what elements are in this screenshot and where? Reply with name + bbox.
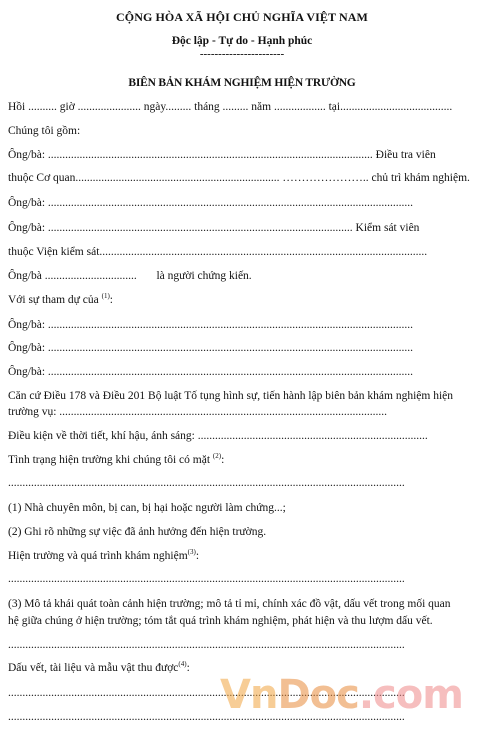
footnote-1: (1) Nhà chuyên môn, bị can, bị hại hoặc người làm chứng...; [8, 502, 286, 514]
evidence-label: Dấu vết, tài liệu và mẫu vật thu được [8, 662, 179, 674]
footnote-3-line-2: hệ giữa chúng ở hiện trường; tóm tắt quá trình khám nghiệm, phát hiện và thu lượm dấu vết. [8, 615, 433, 627]
investigator-line: Ông/bà: ................................................................................................................. Điều tra viên [8, 149, 436, 161]
attendee-line-1: Ông/bà: ............................................................................................................................... [8, 319, 414, 331]
footnote-ref-1: (1) [101, 293, 110, 301]
dotted-line-2: .......................................................................................................................................... [8, 573, 405, 585]
evidence-colon: : [186, 662, 190, 674]
vndoc-watermark-logo [220, 672, 463, 718]
witness-name-field: Ông/bà ................................ [8, 270, 137, 282]
watermark-letter-n: n [249, 672, 278, 718]
separator-line: ----------------------- [199, 48, 285, 60]
dotted-line-1: .......................................................................................................................................... [8, 477, 405, 489]
scene-state-colon: : [221, 454, 225, 466]
attendance-label: Với sự tham dự của [8, 294, 99, 306]
member-line-1: Ông/bà: ............................................................................................................................... [8, 197, 414, 209]
dotted-line-3: .......................................................................................................................................... [8, 639, 405, 651]
witness-line [8, 269, 476, 283]
time-place-line: Hồi .......... giờ ...................... ngày......... tháng ......... năm .................. tại....................................... [8, 101, 453, 113]
watermark-letter-v: V [220, 672, 250, 718]
scene-process-line [8, 549, 476, 563]
case-line: trường vụ: .................................................................................................................. [8, 406, 388, 418]
prosecutor-line: Ông/bà: .......................................................................................................... Kiểm sát viên [8, 222, 420, 234]
legal-basis-line: Căn cứ Điều 178 và Điều 201 Bộ luật Tố tụng hình sự, tiến hành lập biên bản khám nghiệm hiện [8, 390, 454, 402]
footnote-ref-4: (4) [178, 661, 187, 669]
scene-state-line [8, 453, 476, 467]
footnote-ref-3: (3) [187, 549, 196, 557]
attendee-line-2: Ông/bà: ............................................................................................................................... [8, 342, 414, 354]
attendee-line-3: Ông/bà: ............................................................................................................................... [8, 366, 414, 378]
footnote-ref-2: (2) [212, 453, 222, 461]
document-title: BIÊN BẢN KHÁM NGHIỆM HIỆN TRƯỜNG [128, 77, 356, 89]
participants-intro: Chúng tôi gồm: [8, 125, 81, 137]
watermark-letters-oc: oc [309, 672, 359, 718]
procuracy-line: thuộc Viện kiểm sát.................................................................................................................. [8, 246, 428, 258]
scene-process-label: Hiện trường và quá trình khám nghiệm [8, 550, 188, 562]
watermark-letter-d: D [277, 672, 310, 718]
weather-line: Điều kiện về thời tiết, khí hậu, ánh sáng: ................................................................................ [8, 430, 428, 442]
nation-heading: CỘNG HÒA XÃ HỘI CHỦ NGHĨA VIỆT NAM [116, 10, 368, 24]
scene-process-colon: : [195, 550, 200, 562]
watermark-dotcom: .com [358, 672, 463, 718]
investigation-agency-line: thuộc Cơ quan....................................................................... ………………….. chủ trì khám nghiệm. [8, 172, 470, 184]
footnote-3-line-1: (3) Mô tả khái quát toàn cảnh hiện trường; mô tả tỉ mỉ, chính xác đồ vật, dấu vết trong mối quan [8, 598, 451, 610]
footnote-2: (2) Ghi rõ những sự việc đã ảnh hưởng đến hiện trường. [8, 526, 267, 538]
dotted-line-4: .......................................................................................................................................... [8, 687, 405, 699]
dotted-line-5: .......................................................................................................................................... [8, 711, 405, 723]
attendance-colon: : [109, 294, 113, 306]
motto: Độc lập - Tự do - Hạnh phúc [171, 35, 313, 47]
attendance-line [8, 293, 476, 307]
scene-state-label: Tình trạng hiện trường khi chúng tôi có mặt [8, 454, 211, 466]
witness-label: là người chứng kiến. [156, 270, 252, 282]
